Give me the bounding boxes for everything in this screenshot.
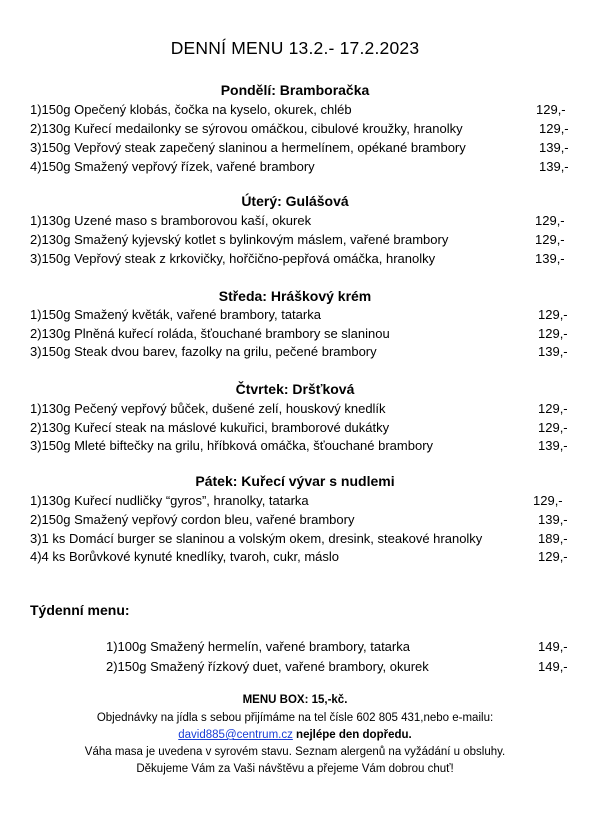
menu-item-price: 139,- (539, 159, 569, 174)
menu-item-price: 139,- (535, 251, 565, 266)
menu-item-price: 129,- (535, 232, 565, 247)
menu-item (30, 101, 575, 119)
menu-item-name: 3)1 ks Domácí burger se slaninou a volským okem, dresink, steakové hranolky (30, 531, 483, 546)
menu-item (30, 325, 575, 343)
menu-item-name: 2)130g Kuřecí steak na máslové kukuřici, bramborové dukátky (30, 420, 390, 435)
menu-item (30, 548, 575, 566)
day-title-monday: Pondělí: Bramboračka (220, 82, 370, 98)
menu-item-name: 1)130g Uzené maso s bramborovou kaší, okurek (30, 213, 312, 228)
menu-item-name: 4)150g Smažený vepřový řízek, vařené brambory (30, 159, 315, 174)
menu-item-price: 139,- (538, 344, 568, 359)
menu-item-price: 129,- (535, 213, 565, 228)
menu-item (30, 530, 575, 548)
menu-item-name: 2)130g Plněná kuřecí roláda, šťouchané brambory se slaninou (30, 326, 390, 341)
orders-note: Objednávky na jídla s sebou přijímáme na tel čísle 602 805 431,nebo e-mailu: (96, 712, 494, 724)
menu-item-price: 149,- (538, 639, 568, 654)
menu-item-price: 129,- (538, 549, 568, 564)
menu-item (30, 120, 575, 138)
menu-item-name: 1)100g Smažený hermelín, vařené brambory, tatarka (106, 639, 410, 654)
menu-item-name: 2)150g Smažený vepřový cordon bleu, vařené brambory (30, 512, 355, 527)
day-title-friday: Pátek: Kuřecí vývar s nudlemi (195, 473, 395, 489)
menu-box-note: MENU BOX: 15,-kč. (242, 694, 348, 706)
menu-item-name: 1)150g Opečený klobás, čočka na kyselo, okurek, chléb (30, 102, 352, 117)
menu-item-name: 4)4 ks Borůvkové kynuté knedlíky, tvaroh, cukr, máslo (30, 549, 340, 564)
menu-item (30, 419, 575, 437)
menu-item-price: 129,- (539, 121, 569, 136)
menu-item (30, 231, 575, 249)
allergens-note: Váha masa je uvedena v syrovém stavu. Seznam alergenů na vyžádání u obsluhy. (84, 746, 506, 758)
menu-item-price: 129,- (538, 420, 568, 435)
menu-item-name: 3)150g Vepřový steak z krkovičky, hořčično-pepřová omáčka, hranolky (30, 251, 436, 266)
weekly-menu-item (106, 658, 586, 676)
menu-item-name: 2)150g Smažený řízkový duet, vařené brambory, okurek (106, 659, 429, 674)
menu-item (30, 437, 575, 455)
menu-item-name: 1)150g Smažený květák, vařené brambory, tatarka (30, 307, 321, 322)
menu-item-name: 2)130g Kuřecí medailonky se sýrovou omáčkou, cibulové kroužky, hranolky (30, 121, 463, 136)
menu-item-price: 139,- (538, 438, 568, 453)
day-title-thursday: Čtvrtek: Dršťková (235, 381, 355, 397)
menu-item (30, 139, 575, 157)
weekly-menu-title: Týdenní menu: (30, 602, 130, 618)
menu-item-name: 1)130g Kuřecí nudličky “gyros”, hranolky, tatarka (30, 493, 309, 508)
menu-item-name: 2)130g Smažený kyjevský kotlet s bylinkovým máslem, vařené brambory (30, 232, 449, 247)
menu-item-name: 3)150g Mleté biftečky na grilu, hříbková omáčka, šťouchané brambory (30, 438, 434, 453)
menu-item-price: 139,- (538, 512, 568, 527)
day-title-wednesday: Středa: Hráškový krém (218, 288, 372, 304)
menu-item-price: 129,- (538, 326, 568, 341)
menu-item-price: 129,- (538, 307, 568, 322)
menu-item (30, 212, 575, 230)
email-line (0, 727, 590, 744)
menu-item (30, 492, 575, 510)
day-title-tuesday: Úterý: Gulášová (241, 193, 349, 209)
menu-item-price: 129,- (538, 401, 568, 416)
menu-item (30, 511, 575, 529)
menu-item-name: 3)150g Vepřový steak zapečený slaninou a hermelínem, opékané brambory (30, 140, 466, 155)
menu-item-price: 129,- (533, 493, 563, 508)
menu-title: DENNÍ MENU 13.2.- 17.2.2023 (170, 38, 420, 58)
menu-item-price: 149,- (538, 659, 568, 674)
menu-item (30, 400, 575, 418)
menu-item (30, 158, 575, 176)
email-suffix: nejlépe den dopředu. (292, 729, 412, 741)
menu-item-name: 1)130g Pečený vepřový bůček, dušené zelí, houskový knedlík (30, 401, 386, 416)
menu-item (30, 306, 575, 324)
weekly-menu-item (106, 638, 586, 656)
thanks-note: Děkujeme Vám za Vaši návštěvu a přejeme Vám dobrou chuť! (136, 763, 454, 775)
menu-item-price: 139,- (539, 140, 569, 155)
menu-item-price: 129,- (536, 102, 566, 117)
menu-item-price: 189,- (538, 531, 568, 546)
menu-item (30, 250, 575, 268)
menu-item-name: 3)150g Steak dvou barev, fazolky na grilu, pečené brambory (30, 344, 377, 359)
email-link[interactable]: david885@centrum.cz (178, 729, 293, 741)
menu-item (30, 343, 575, 361)
